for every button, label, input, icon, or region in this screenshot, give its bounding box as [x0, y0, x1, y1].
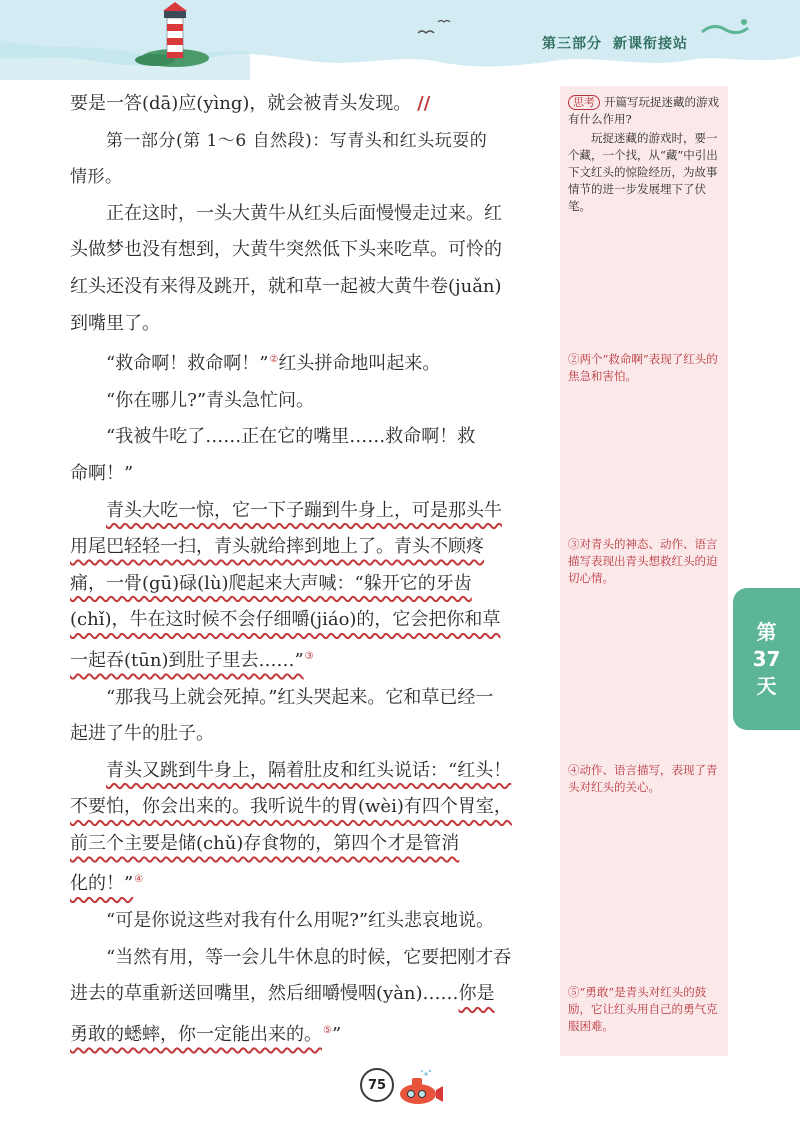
underlined-line: 一起吞(tūn)到肚子里去……”	[70, 649, 304, 671]
paragraph	[70, 680, 550, 753]
day-tab	[733, 588, 800, 730]
day-tab-number: 37	[752, 646, 781, 671]
underlined-line: (chǐ)，牛在这时候不会仔细嚼(jiáo)的，它会把你和草	[70, 609, 501, 631]
underlined-line: 化的！”	[70, 873, 134, 895]
paragraph-line: 到嘴里了。	[70, 312, 160, 334]
paragraph	[70, 419, 550, 492]
dialogue-text: “你在哪儿?”青头急忙问。	[106, 389, 315, 411]
section-summary	[70, 123, 550, 196]
annotation-note-3: ③对青头的神态、动作、语言描写表现出青头想救红头的迫切心情。	[568, 537, 718, 585]
story-text	[70, 86, 550, 1053]
annotation-marker: ②	[269, 354, 279, 366]
summary-line: 情形。	[70, 167, 123, 188]
annotation-marker: ④	[134, 874, 144, 886]
paragraph-underlined	[70, 753, 550, 903]
annotation-sidebar	[560, 86, 728, 1056]
annotation-note-2: ②两个“救命啊”表现了红头的焦急和害怕。	[568, 352, 718, 383]
underlined-text: 勇敢的蟋蟀，你一定能出来的。	[70, 1023, 322, 1045]
think-answer: 玩捉迷藏的游戏时，要一个藏，一个找，从“藏”中引出下文红头的惊险经历，为故事情节的进一步发展埋下了伏笔。	[568, 131, 718, 213]
paragraph-line: “我被牛吃了……正在它的嘴里……救命啊！救	[106, 426, 476, 448]
underlined-line: 不要怕，你会出来的。我听说牛的胃(wèi)有四个胃室，	[70, 796, 512, 818]
summary-line: 第一部分(第 1～6 自然段)：写青头和红头玩耍的	[106, 130, 488, 151]
paragraph-line: “当然有用，等一会儿牛休息的时候，它要把刚才吞	[106, 946, 512, 968]
annotation-marker: ③	[304, 650, 314, 662]
paragraph-text: 红头拼命地叫起来。	[278, 353, 441, 375]
think-question	[568, 94, 722, 215]
paragraph-line: 头做梦也没有想到，大黄牛突然低下头来吃草。可怜的	[70, 239, 502, 261]
page-header	[0, 0, 800, 80]
paragraph-line: “那我马上就会死掉。”红头哭起来。它和草已经一	[106, 686, 494, 708]
paragraph-line: 红头还没有来得及跳开，就和草一起被大黄牛卷(juǎn)	[70, 275, 502, 297]
paragraph	[70, 196, 550, 342]
section-part-label: 第三部分	[542, 36, 602, 52]
paragraph	[70, 342, 550, 383]
annotation-marker: ⑤	[323, 1024, 332, 1036]
paragraph-line: 起进了牛的肚子。	[70, 723, 214, 745]
underlined-line: 青头又跳到牛身上，隔着肚皮和红头说话：“红头！	[106, 759, 512, 781]
day-tab-text: 天	[756, 673, 777, 698]
think-question-text: 开篇写玩捉迷藏的游戏有什么作用?	[568, 95, 719, 126]
paragraph-underlined	[70, 493, 550, 680]
dialogue-text: “救命啊！救命啊！”	[106, 353, 269, 375]
annotation-note-4: ④动作、语言描写，表现了青头对红头的关心。	[568, 763, 718, 794]
paragraph-text: 要是一答(dā)应(yìng)，就会被青头发现。	[70, 93, 412, 114]
underlined-line: 用尾巴轻轻一扫，青头就给摔到地上了。青头不顾疼	[70, 536, 484, 558]
paragraph	[70, 383, 550, 420]
paragraph-text: ”	[331, 1023, 342, 1045]
underlined-text: 你是	[458, 983, 495, 1005]
paragraph-text: 进去的草重新送回嘴里，然后细嚼慢咽(yàn)……	[70, 983, 459, 1005]
annotation-note-5: ⑤“勇敢”是青头对红头的鼓励，它让红头用自己的勇气克服困难。	[568, 985, 718, 1033]
paragraph	[70, 903, 550, 940]
page-number: 75	[360, 1068, 394, 1102]
submarine-icon	[396, 1068, 446, 1108]
underlined-line: 痛，一骨(gū)碌(lù)爬起来大声喊：“躲开它的牙齿	[70, 572, 472, 594]
dialogue-text: “可是你说这些对我有什么用呢?”红头悲哀地说。	[106, 910, 495, 932]
paragraph-line: 命啊！”	[70, 462, 134, 484]
underlined-line: 前三个主要是储(chǔ)存食物的，第四个才是管消	[70, 832, 460, 854]
day-tab-text: 第	[756, 619, 777, 644]
section-title: 新课衔接站	[613, 36, 688, 52]
think-badge: 思考	[568, 95, 600, 110]
paragraph	[70, 940, 550, 1054]
paragraph	[70, 86, 550, 123]
section-divider-mark: //	[417, 93, 431, 114]
paragraph-line: 正在这时，一头大黄牛从红头后面慢慢走过来。红	[106, 202, 502, 224]
underlined-line: 青头大吃一惊，它一下子蹦到牛身上，可是那头牛	[106, 499, 502, 521]
